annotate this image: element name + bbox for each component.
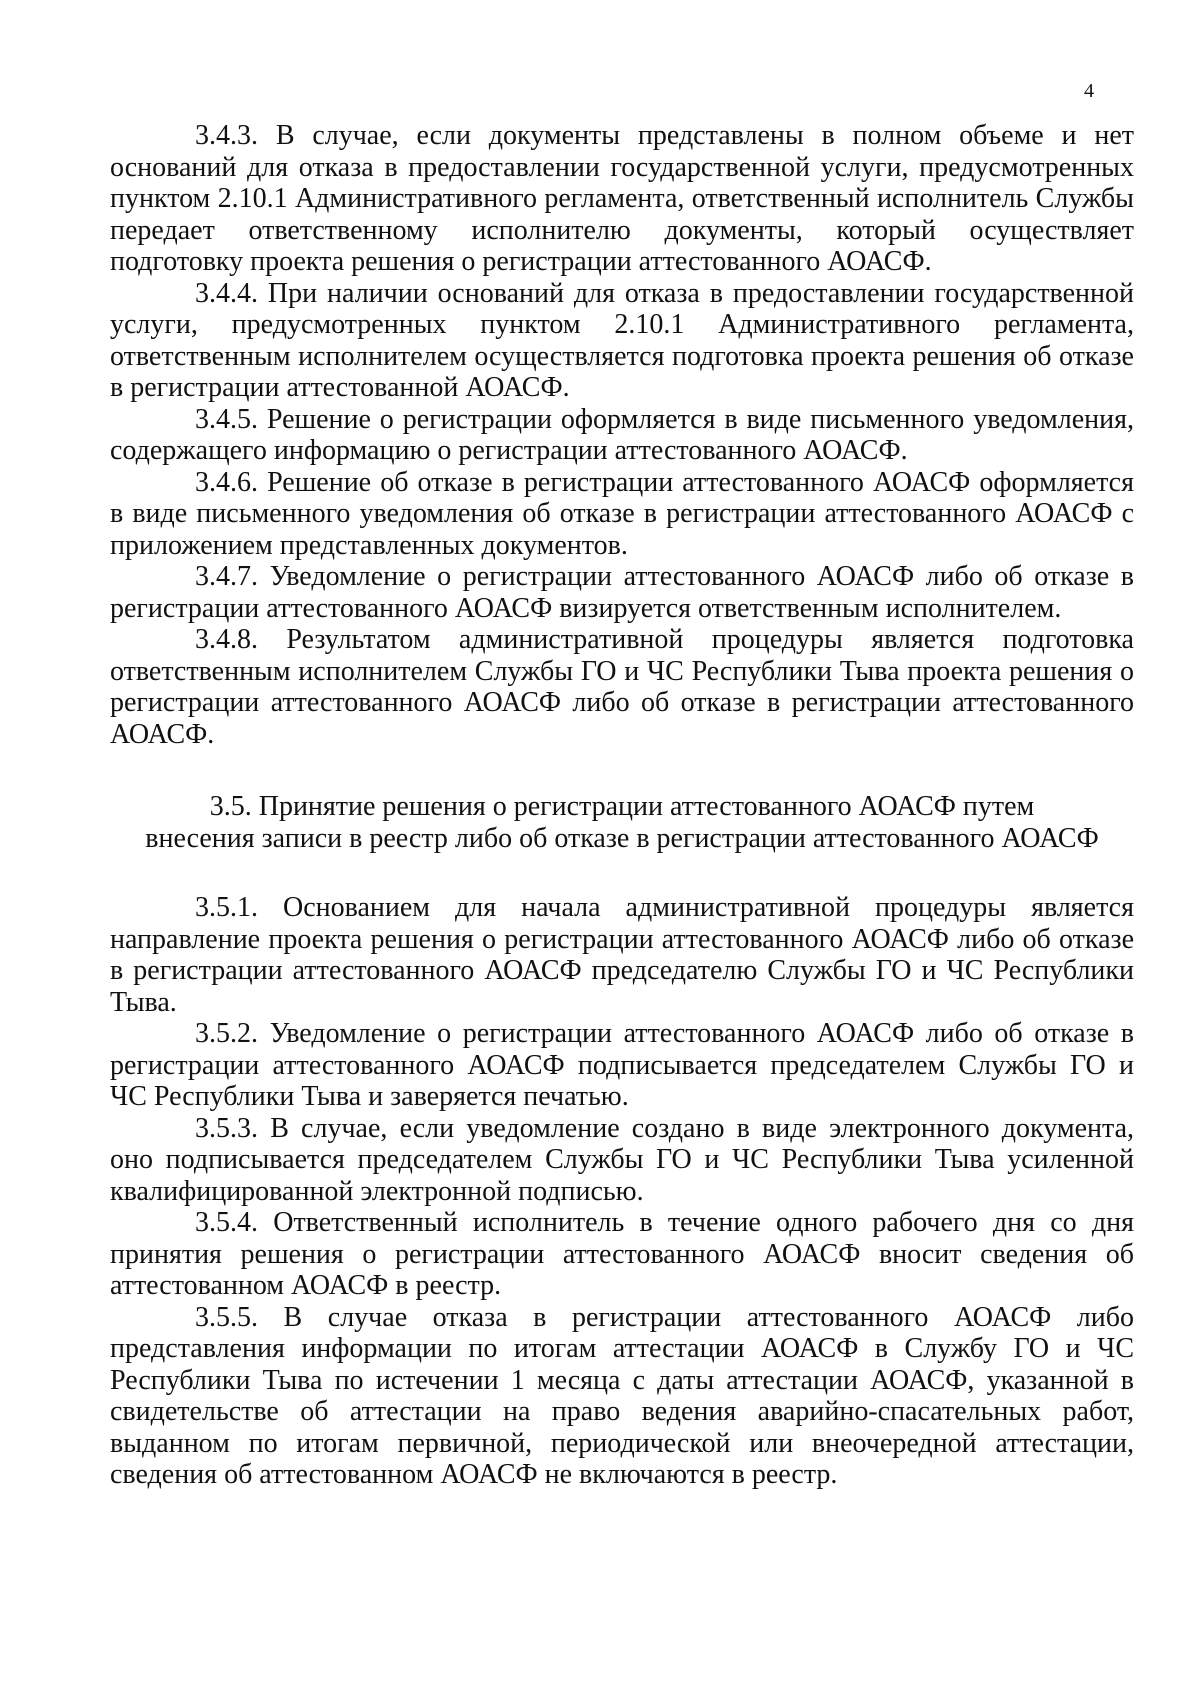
paragraph-3-5-3: 3.5.3. В случае, если уведомление создано в виде электронного документа, оно подписывается председателем Службы ГО и ЧС Республики Тыва усиленной квалифицированной электронной подписью. — [110, 1112, 1134, 1207]
section-heading-line-2: внесения записи в реестр либо об отказе в регистрации аттестованного АОАСФ — [145, 822, 1099, 854]
paragraph-3-5-4: 3.5.4. Ответственный исполнитель в течение одного рабочего дня со дня принятия решения о регистрации аттестованного АОАСФ вносит сведения об аттестованном АОАСФ в реестр. — [110, 1207, 1134, 1301]
paragraph-3-4-6: 3.4.6. Решение об отказе в регистрации аттестованного АОАСФ оформляется в виде письменного уведомления об отказе в регистрации аттестованного АОАСФ с приложением представленных документов. — [110, 466, 1134, 561]
paragraph-3-4-8: 3.4.8. Результатом административной процедуры является подготовка ответственным исполнителем Службы ГО и ЧС Республики Тыва проекта решения о регистрации аттестованного АОАСФ либо об отказе в регистрации аттестованного АОАСФ. — [110, 624, 1134, 750]
paragraph-3-5-2: 3.5.2. Уведомление о регистрации аттестованного АОАСФ либо об отказе в регистрации аттестованного АОАСФ подписывается председателем Службы ГО и ЧС Республики Тыва и заверяется печатью. — [110, 1018, 1134, 1112]
paragraph-3-4-3: 3.4.3. В случае, если документы представлены в полном объеме и нет оснований для отказа в предоставлении государственной услуги, предусмотренных пунктом 2.10.1 Административного регламента, ответственный исполнитель Службы передает ответственному исполнителю документы, который осуществляет подготовку проекта решения о регистрации аттестованного АОАСФ. — [110, 120, 1134, 277]
paragraph-3-4-5: 3.4.5. Решение о регистрации оформляется в виде письменного уведомления, содержащего информацию о регистрации аттестованного АОАСФ. — [110, 403, 1134, 466]
section-heading-3-5 — [135, 791, 1109, 854]
document-body — [110, 120, 1134, 1491]
paragraph-3-5-5: 3.5.5. В случае отказа в регистрации аттестованного АОАСФ либо представления информации по итогам аттестации АОАСФ в Службу ГО и ЧС Республики Тыва по истечении 1 месяца с даты аттестации АОАСФ, указанной в свидетельстве об аттестации на право ведения аварийно-спасательных работ, выданном по итогам первичной, периодической или внеочередной аттестации, сведения об аттестованном АОАСФ не включаются в реестр. — [110, 1301, 1134, 1490]
page-number: 4 — [1084, 80, 1094, 102]
paragraph-3-4-4: 3.4.4. При наличии оснований для отказа в предоставлении государственной услуги, предусмотренных пунктом 2.10.1 Административного регламента, ответственным исполнителем осуществляется подготовка проекта решения об отказе в регистрации аттестованной АОАСФ. — [110, 277, 1134, 403]
section-heading-line-1: 3.5. Принятие решения о регистрации аттестованного АОАСФ путем — [209, 791, 1035, 822]
paragraph-3-5-1: 3.5.1. Основанием для начала административной процедуры является направление проекта решения о регистрации аттестованного АОАСФ либо об отказе в регистрации аттестованного АОАСФ председателю Службы ГО и ЧС Республики Тыва. — [110, 892, 1134, 1018]
paragraph-3-4-7: 3.4.7. Уведомление о регистрации аттестованного АОАСФ либо об отказе в регистрации аттестованного АОАСФ визируется ответственным исполнителем. — [110, 561, 1134, 624]
